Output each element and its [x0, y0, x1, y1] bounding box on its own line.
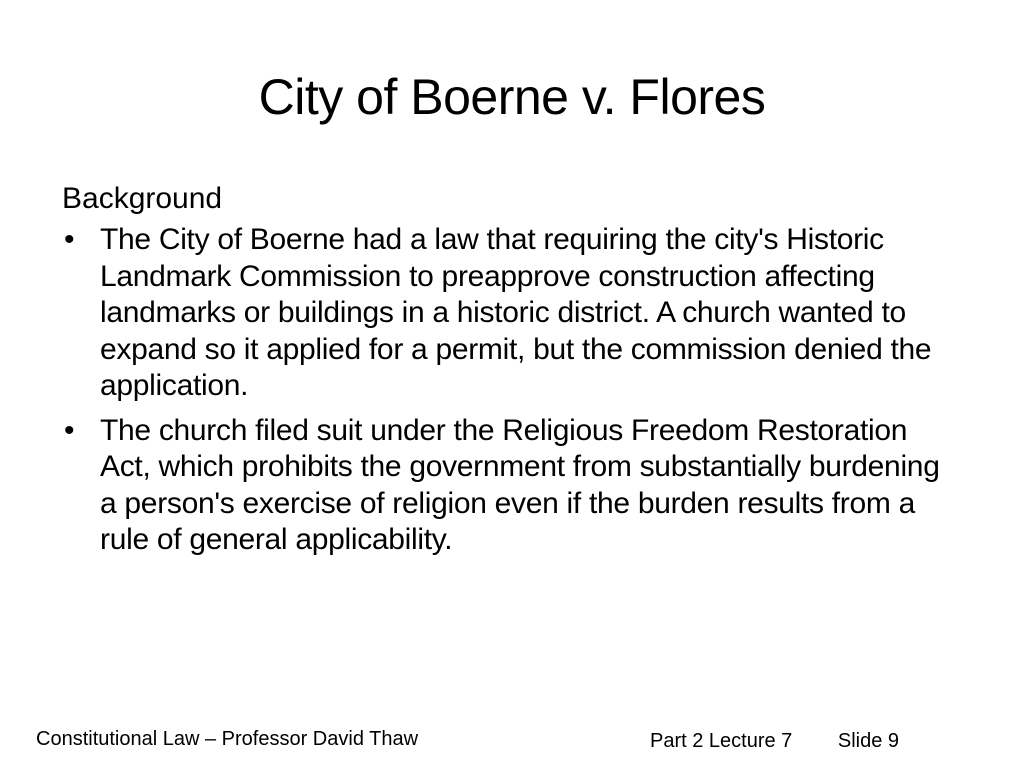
- bullet-icon: •: [64, 223, 75, 256]
- footer-slide-number: Slide 9: [837, 730, 900, 752]
- bullet-text: The City of Boerne had a law that requiring the city's Historic Landmark Commission to preapprove construction affecting landmarks or buildings in a historic district. A church wanted to expand so it applied for a permit, but the commission denied the application.: [100, 223, 932, 402]
- bullet-item: [62, 413, 962, 559]
- bullet-icon: •: [64, 413, 75, 447]
- section-heading: Background: [62, 182, 223, 215]
- footer-course: Constitutional Law – Professor David Thaw: [36, 728, 419, 750]
- bullet-item: [62, 222, 962, 405]
- slide-title: City of Boerne v. Flores: [258, 69, 766, 125]
- slide-body: [62, 180, 962, 567]
- footer-lecture: Part 2 Lecture 7: [650, 730, 793, 752]
- bullet-list: [62, 222, 962, 559]
- footer-right: [650, 728, 899, 754]
- bullet-text: The church filed suit under the Religious Freedom Restoration Act, which prohibits the government from substantially burdening a person's exercise of religion even if the burden results from a rule of general applicability.: [100, 413, 940, 556]
